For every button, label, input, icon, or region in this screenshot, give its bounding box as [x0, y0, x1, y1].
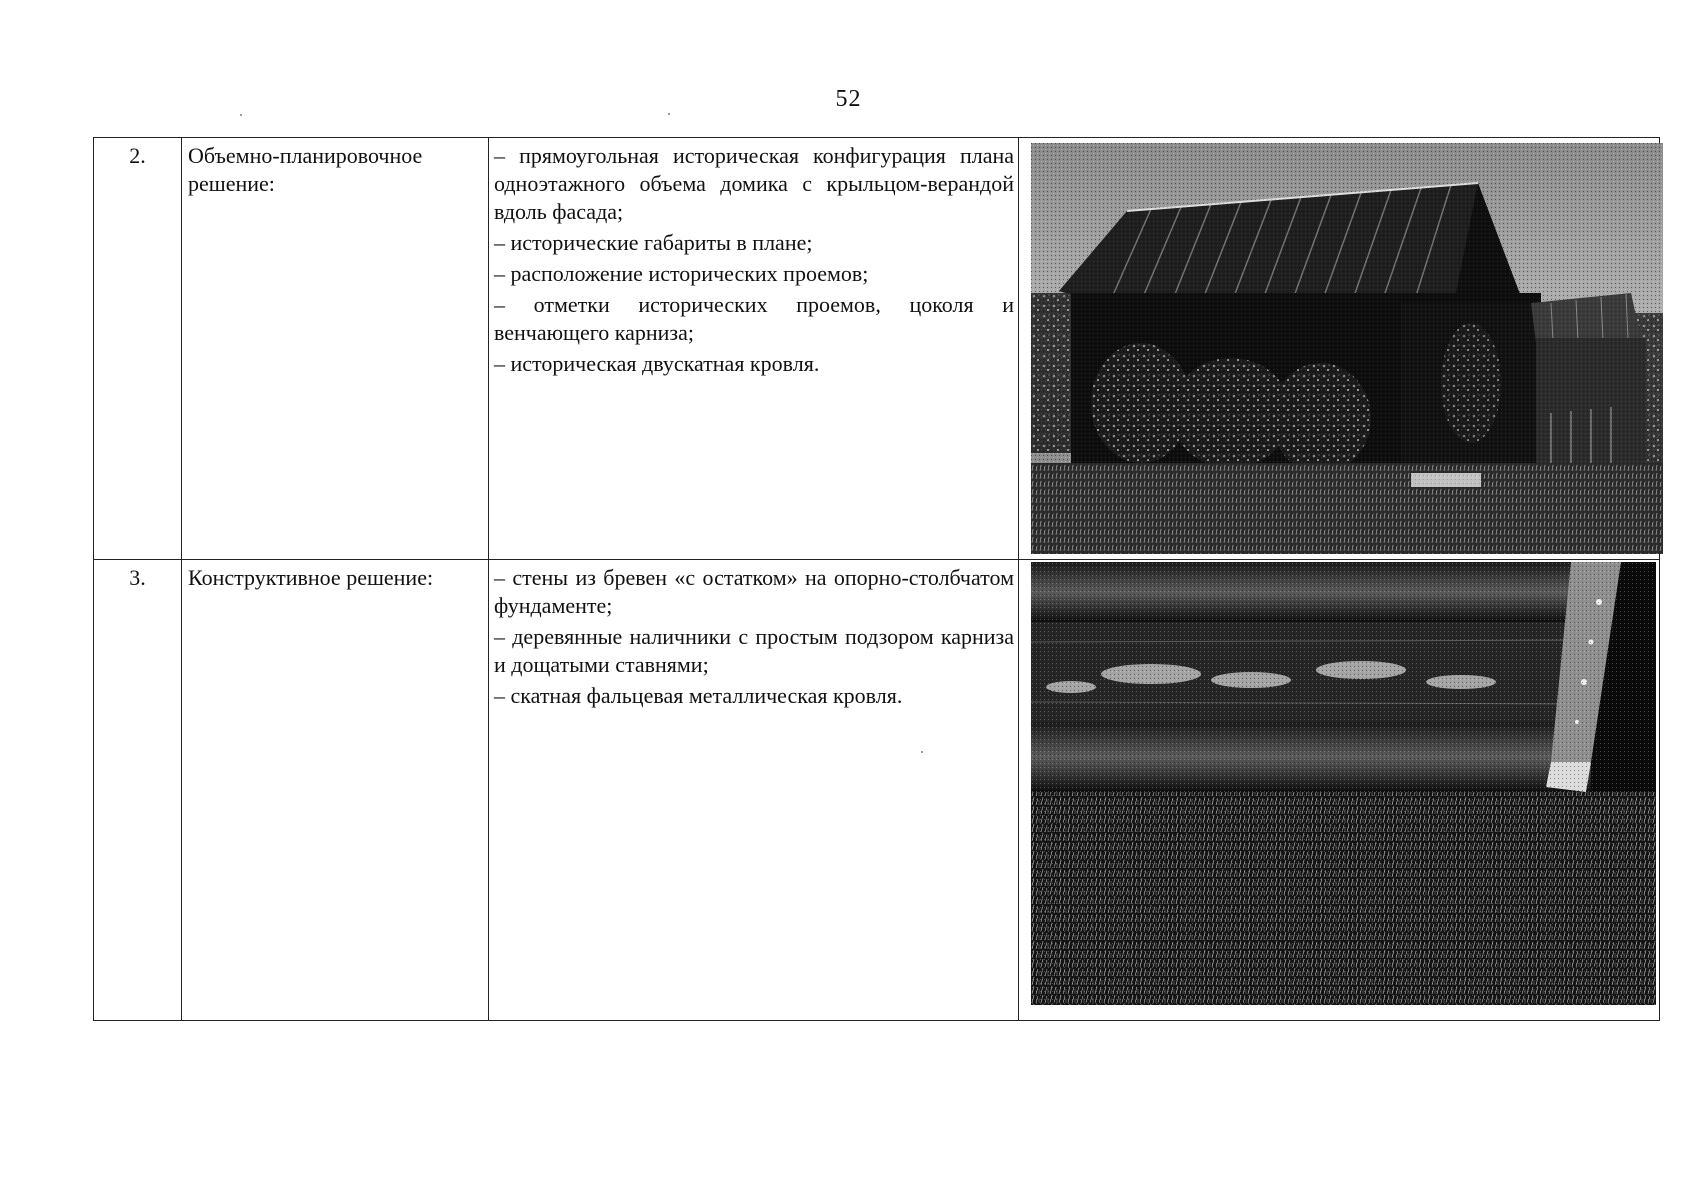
wooden-house-photo-icon	[1031, 143, 1663, 554]
feature-list	[489, 138, 1018, 378]
log-wall-foundation-photo-icon	[1031, 562, 1656, 1005]
feature-item: – расположение исторических проемов;	[494, 261, 869, 286]
feature-item: – стены из бревен «с остатком» на опорно-столбчатом фундаменте;	[494, 565, 1014, 618]
row-photo-cell	[1019, 560, 1660, 1021]
scan-speck	[668, 113, 670, 115]
table-row	[94, 560, 1660, 1021]
row-number: 2.	[129, 143, 146, 168]
feature-item: – прямоугольная историческая конфигурация плана одноэтажного объема домика с крыльцом-верандой вдоль фасада;	[494, 143, 1014, 224]
row-number: 3.	[129, 565, 146, 590]
row-number-cell	[94, 560, 182, 1021]
feature-item: – скатная фальцевая металлическая кровля.	[494, 683, 903, 708]
page-number: 52	[835, 86, 862, 112]
table-row	[94, 138, 1660, 560]
feature-item: – историческая двускатная кровля.	[494, 351, 820, 376]
feature-item: – деревянные наличники с простым подзором карниза и дощатыми ставнями;	[494, 624, 1014, 677]
scan-speck	[240, 114, 242, 116]
row-name-cell	[182, 138, 489, 560]
row-photo-cell	[1019, 138, 1660, 560]
scan-speck	[921, 751, 923, 753]
protection-subject-table	[93, 137, 1660, 1021]
row-description-cell	[489, 138, 1019, 560]
feature-item: – отметки исторических проемов, цоколя и венчающего карниза;	[494, 292, 1014, 345]
row-name: Объемно-планировочное решение:	[188, 143, 423, 196]
row-description-cell	[489, 560, 1019, 1021]
feature-item: – исторические габариты в плане;	[494, 230, 813, 255]
row-number-cell	[94, 138, 182, 560]
feature-list	[489, 560, 1018, 710]
row-name-cell	[182, 560, 489, 1021]
row-name: Конструктивное решение:	[188, 565, 434, 590]
